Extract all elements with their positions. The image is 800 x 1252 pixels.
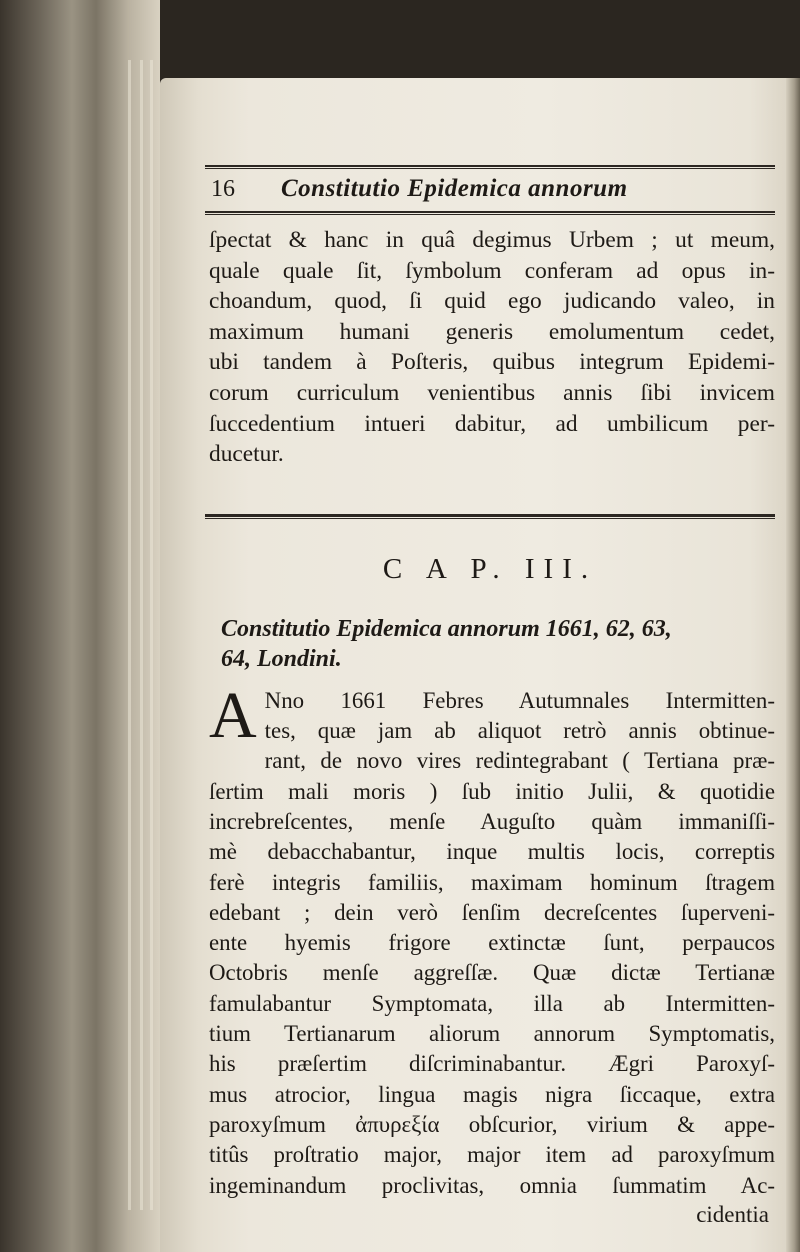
subtitle-line: 64, Londini. — [221, 645, 342, 672]
binding-thread — [128, 60, 131, 1210]
text-line: Octobris menſe aggreſſæ. Quæ dictæ Tertianæ — [209, 960, 775, 986]
text-line: corum curriculum venientibus annis ſibi invicem — [209, 379, 775, 406]
text-line: mè debacchabantur, inque multis locis, correptis — [209, 839, 775, 865]
text-line: ingeminandum proclivitas, omnia ſummatim Ac- — [209, 1172, 775, 1198]
text-line: choandum, quod, ſi quid ego judicando valeo, in — [209, 288, 775, 315]
text-line: famulabantur Symptomata, illa ab Intermitten- — [209, 990, 775, 1016]
page-edge — [786, 78, 800, 1252]
page-content — [205, 165, 775, 1229]
running-head — [205, 175, 775, 209]
chapter-body — [205, 678, 775, 1201]
section-rule — [205, 514, 775, 519]
header-rule — [205, 165, 775, 169]
text-line: ducetur. — [209, 441, 284, 468]
text-line: ſertim mali moris ) ſub initio Julii, & quotidie — [209, 778, 775, 804]
text-line: his præſertim diſcriminabantur. Ægri Paroxyſ- — [209, 1051, 775, 1077]
chapter-heading: C A P. III. — [382, 552, 598, 585]
text-line: ente hyemis frigore extinctæ ſunt, perpaucos — [209, 930, 775, 956]
catchword: cidentia — [696, 1201, 769, 1227]
text-line: edebant ; dein verò ſenſim decreſcentes ſuperveni- — [209, 899, 775, 925]
text-line: ubi tandem à Poſteris, quibus integrum Epidemi- — [209, 349, 775, 376]
text-line: ferè integris familiis, maximam hominum ſtragem — [209, 869, 775, 895]
subtitle-line: Constitutio Epidemica annorum 1661, 62, 63, — [221, 615, 672, 642]
text-line: quale quale ſit, ſymbolum conferam ad opus in- — [209, 257, 775, 284]
header-rule-bottom — [205, 211, 775, 215]
text-line: Nno 1661 Febres Autumnales Intermitten- — [264, 687, 775, 713]
binding-thread — [150, 60, 153, 1210]
text-line: rant, de novo vires redintegrabant ( Tertiana præ- — [264, 748, 775, 774]
page-number: 16 — [211, 176, 235, 202]
text-line: titûs proſtratio major, major item ad paroxyſmum — [209, 1142, 775, 1168]
text-line: ſuccedentium intueri dabitur, ad umbilicum per- — [209, 410, 775, 437]
drop-cap: A — [209, 678, 257, 752]
text-line: tes, quæ jam ab aliquot retrò annis obtinue- — [264, 718, 775, 744]
binding-thread — [140, 60, 143, 1210]
text-line: maximum humani generis emolumentum cedet, — [209, 318, 775, 345]
running-title: Constitutio Epidemica annorum — [281, 175, 628, 202]
text-line: tium Tertianarum aliorum annorum Symptomatis, — [209, 1021, 775, 1047]
text-line: paroxyſmum ἀπυρεξία obſcurior, virium & appe- — [209, 1111, 775, 1137]
text-line: ſpectat & hanc in quâ degimus Urbem ; ut meum, — [209, 227, 775, 253]
chapter-subtitle — [205, 614, 775, 674]
text-line: mus atrocior, lingua magis nigra ſiccaque, extra — [209, 1081, 775, 1107]
text-line: increbreſcentes, menſe Auguſto quàm immaniſſi- — [209, 808, 775, 834]
paragraph-continuation — [205, 225, 775, 470]
book-spine — [0, 0, 160, 1252]
